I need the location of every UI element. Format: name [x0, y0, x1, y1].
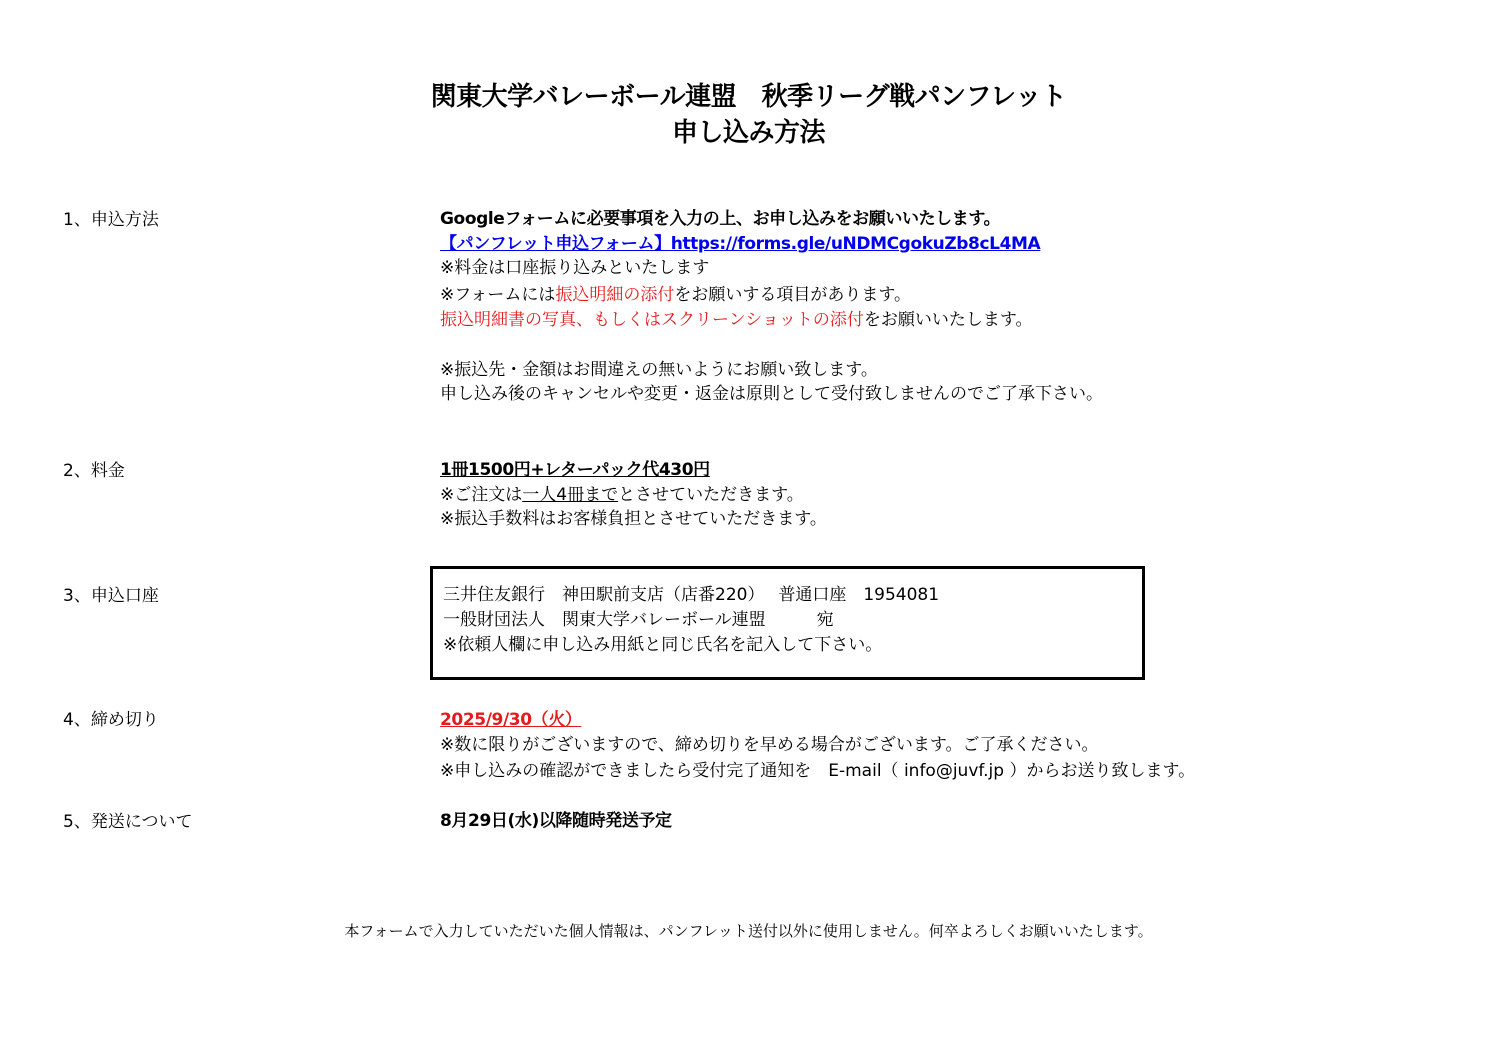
- confirmation-email-note: ※申し込みの確認ができましたら受付完了通知を E-mail（ info@juvf.jp ）からお送り致します。: [440, 761, 1196, 781]
- page-title: 関東大学バレーボール連盟 秋季リーグ戦パンフレット: [430, 82, 1067, 112]
- page-subtitle: 申し込み方法: [671, 118, 825, 148]
- deadline-date: 2025/9/30（火）: [440, 710, 582, 730]
- form-link-label[interactable]: 【パンフレット申込フォーム】: [440, 234, 671, 254]
- form-attachment-note: [440, 283, 911, 307]
- section-label-application-method: 1、申込方法: [63, 210, 159, 230]
- order-limit-note: [440, 483, 804, 507]
- section-label-fee: 2、料金: [63, 461, 125, 481]
- form-link[interactable]: [440, 232, 1040, 256]
- privacy-footer: 本フォームで入力していただいた個人情報は、パンフレット送付以外に使用しません。何卒よろしくお願いいたします。: [344, 922, 1153, 940]
- shipping-schedule: 8月29日(水)以降随時発送予定: [440, 811, 672, 831]
- form-note-prefix: ※フォームには: [440, 285, 556, 305]
- section-label-deadline: 4、締め切り: [63, 710, 159, 730]
- section-label-shipping: 5、発送について: [63, 812, 193, 832]
- photo-note-suffix: をお願いいたします。: [863, 310, 1033, 330]
- early-close-note: ※数に限りがございますので、締め切りを早める場合がございます。ご了承ください。: [440, 735, 1099, 755]
- bank-details: 三井住友銀行 神田駅前支店（店番220） 普通口座 1954081: [443, 585, 940, 605]
- cancel-policy-note: 申し込み後のキャンセルや変更・返金は原則として受付致しませんのでご了承下さい。: [440, 384, 1103, 404]
- order-note-prefix: ※ご注文は: [440, 485, 523, 505]
- application-intro: Googleフォームに必要事項を入力の上、お申し込みをお願いいたします。: [440, 209, 1001, 229]
- price: 1冊1500円+レターパック代430円: [440, 460, 710, 480]
- section-label-account: 3、申込口座: [63, 586, 159, 606]
- account-holder: 一般財団法人 関東大学バレーボール連盟 宛: [443, 610, 834, 630]
- order-note-limit: 一人4冊まで: [522, 485, 619, 505]
- photo-attachment-note: [440, 308, 1033, 332]
- transfer-check-note: ※振込先・金額はお間違えの無いようにお願い致します。: [440, 360, 878, 380]
- fee-payment-note: ※料金は口座振り込みといたします: [440, 258, 710, 278]
- requester-name-note: ※依頼人欄に申し込み用紙と同じ氏名を記入して下さい。: [443, 635, 883, 655]
- transfer-fee-note: ※振込手数料はお客様負担とさせていただきます。: [440, 509, 827, 529]
- order-note-suffix: とさせていただきます。: [618, 485, 804, 505]
- form-note-highlight: 振込明細の添付: [555, 285, 675, 305]
- bank-account-box: [430, 566, 1145, 680]
- form-note-suffix: をお願いする項目があります。: [674, 285, 912, 305]
- form-link-url[interactable]: https://forms.gle/uNDMCgokuZb8cL4MA: [670, 234, 1041, 254]
- photo-note-highlight: 振込明細書の写真、もしくはスクリーンショットの添付: [440, 310, 864, 330]
